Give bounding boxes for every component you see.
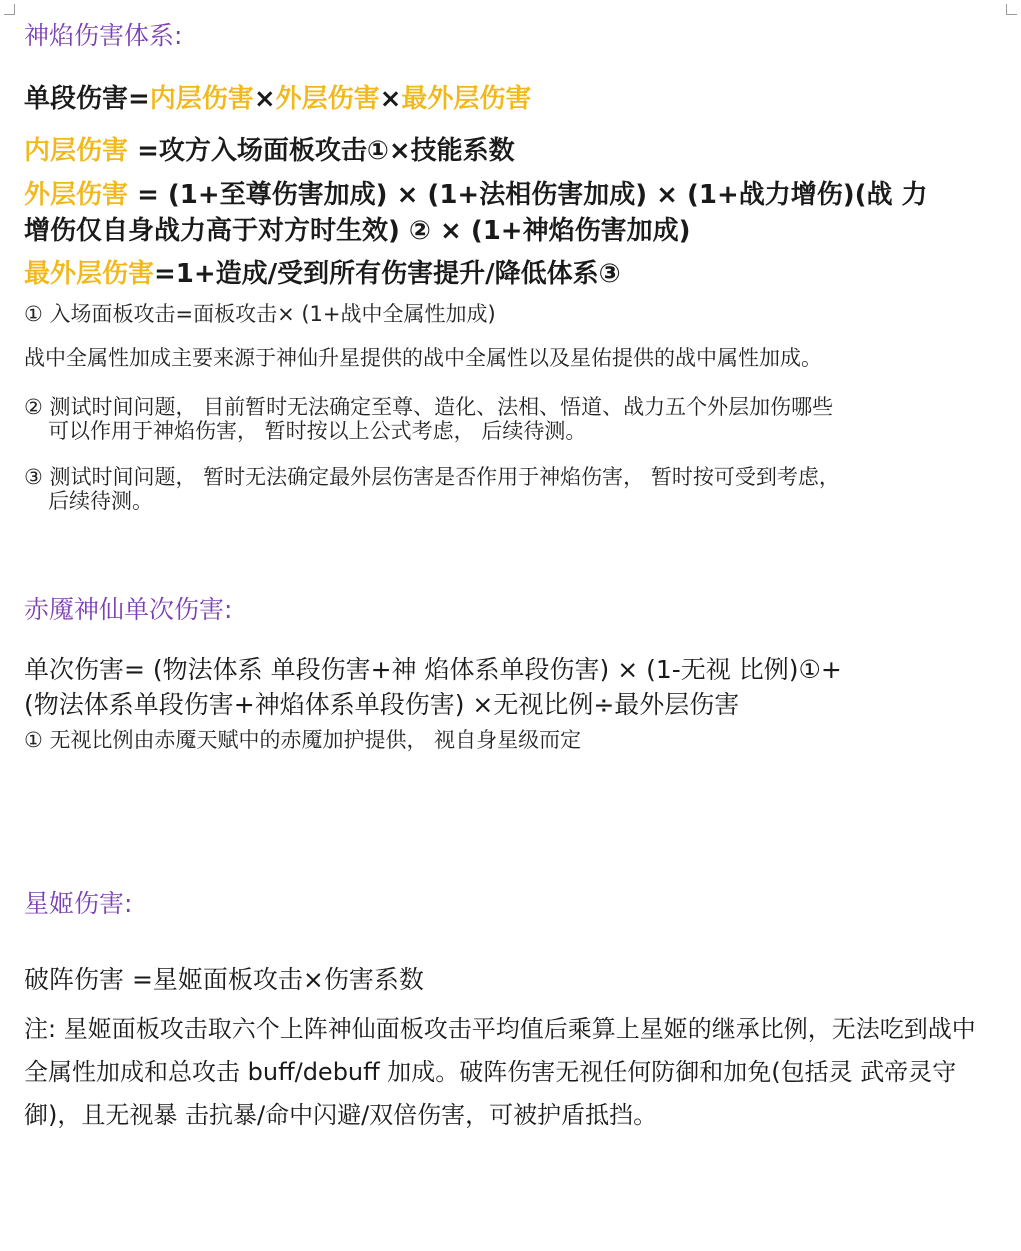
- formula-single-hit-line2: (物法体系单段伤害+神焰体系单段伤害) ×无视比例÷最外层伤害: [24, 690, 740, 719]
- corner-mark-right: [1006, 4, 1017, 15]
- definition-text: =1+造成/受到所有伤害提升/降低体系③: [154, 259, 621, 289]
- outermost-damage-definition: [24, 253, 1001, 290]
- footnote-1: ① 入场面板攻击=面板攻击× (1+战中全属性加成): [24, 302, 496, 326]
- footnote-ignore-ratio: ① 无视比例由赤魇天赋中的赤魇加护提供， 视自身星级而定: [24, 728, 582, 752]
- footnote-3-line1: ③ 测试时间问题， 暂时无法确定最外层伤害是否作用于神焰伤害， 暂时按可受到考虑，: [24, 465, 840, 489]
- formula-single-segment: [24, 78, 1001, 115]
- footnote-1-detail: 战中全属性加成主要来源于神仙升星提供的战中全属性以及星佑提供的战中属性加成。: [24, 346, 822, 370]
- corner-mark-left: [4, 4, 15, 15]
- formula-single-hit-line1: 单次伤害= (物法体系 单段伤害+神 焰体系单段伤害) × (1-无视 比例)①+: [24, 655, 842, 684]
- term-inner-damage: 内层伤害: [149, 84, 254, 114]
- formula-breaking-damage: 破阵伤害 =星姬面板攻击×伤害系数: [24, 965, 424, 994]
- section-heading-chiyan: 赤魇神仙单次伤害:: [24, 595, 233, 624]
- xingji-note-paragraph: 注: 星姬面板攻击取六个上阵神仙面板攻击平均值后乘算上星姬的继承比例，无法吃到战中全属性加成和总攻击 buff/debuff 加成。破阵伤害无视任何防御和加免(包括灵 武帝灵守御)，且无视暴 击抗暴/命中闪避/双倍伤害，可被护盾抵挡。: [24, 1015, 976, 1129]
- outer-damage-definition: [24, 174, 1001, 211]
- formula-lhs: 单段伤害=: [24, 84, 150, 114]
- term-inner-damage: 内层伤害: [24, 136, 129, 166]
- term-outermost-damage: 最外层伤害: [24, 259, 155, 289]
- footnote-2-line2: 可以作用于神焰伤害， 暂时按以上公式考虑， 后续待测。: [48, 419, 587, 443]
- footnote-2: [24, 395, 1001, 443]
- term-outermost-damage: 最外层伤害: [401, 84, 532, 114]
- inner-damage-definition: [24, 130, 1001, 167]
- footnote-2-line1: ② 测试时间问题， 目前暂时无法确定至尊、造化、法相、悟道、战力五个外层加伤哪些: [24, 395, 834, 419]
- outer-damage-definition-cont: 增伤仅自身战力高于对方时生效) ② × (1+神焰伤害加成): [24, 216, 691, 246]
- times-sign: ×: [253, 84, 276, 114]
- definition-text: =攻方入场面板攻击①×技能系数: [128, 136, 515, 166]
- section-heading-xingji: 星姬伤害:: [24, 889, 133, 918]
- times-sign: ×: [379, 84, 402, 114]
- definition-text: = (1+至尊伤害加成) × (1+法相伤害加成) × (1+战力增伤)(战 力: [128, 180, 928, 210]
- footnote-3: [24, 465, 1001, 513]
- footnote-3-line2: 后续待测。: [48, 489, 153, 513]
- term-outer-damage: 外层伤害: [275, 84, 380, 114]
- term-outer-damage: 外层伤害: [24, 180, 129, 210]
- section-heading-shenyan: 神焰伤害体系:: [24, 21, 183, 50]
